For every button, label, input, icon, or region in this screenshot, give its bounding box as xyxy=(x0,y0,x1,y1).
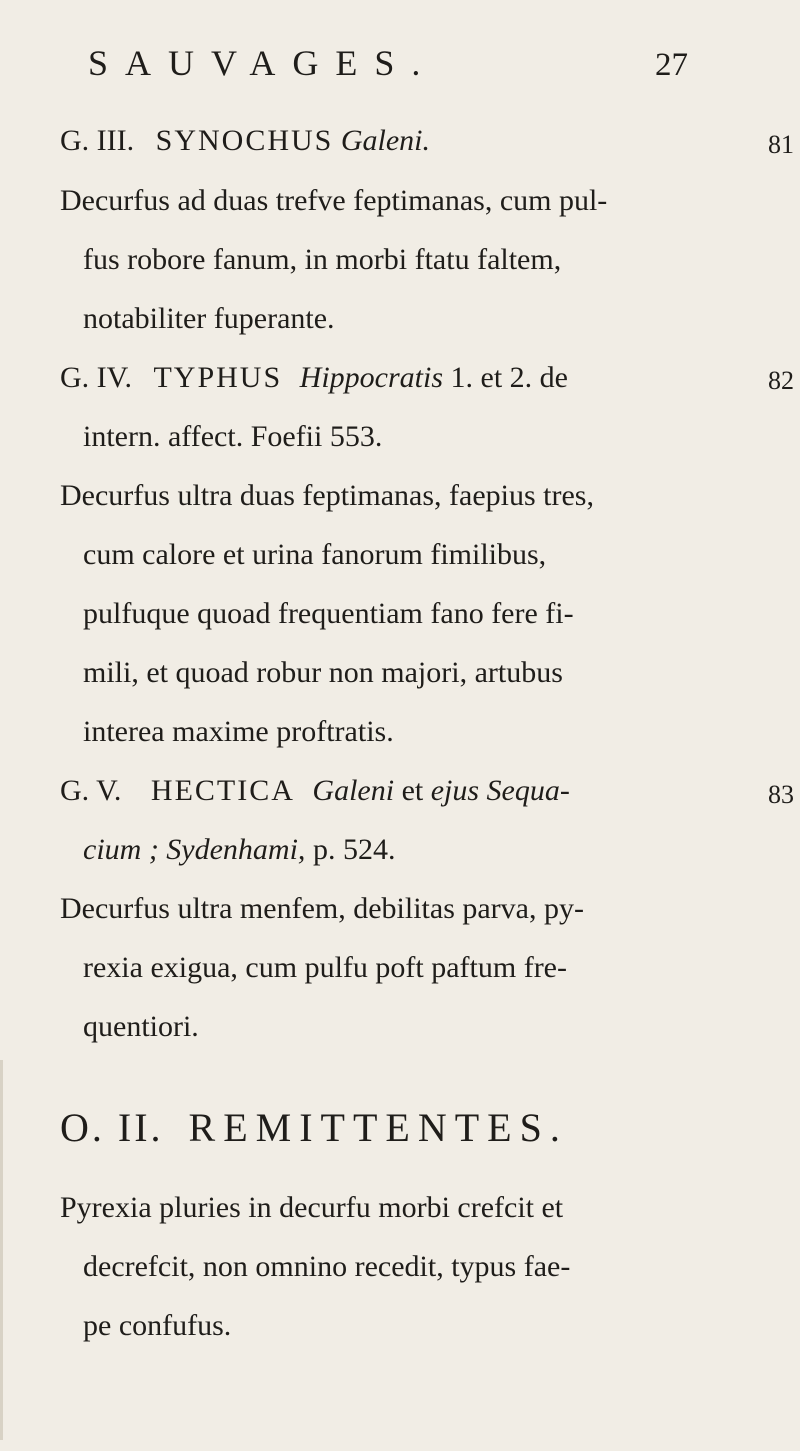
margin-number: 82 xyxy=(768,366,794,395)
text-line: Decurfus ultra menfem, debilitas parva, py- xyxy=(60,892,584,925)
text-line: cium ; Sydenhami, p. 524. xyxy=(83,833,396,866)
text-line: intern. affect. Foefii 553. xyxy=(83,420,383,453)
text-line: mili, et quoad robur non majori, artubus xyxy=(83,656,563,689)
page-edge-shadow xyxy=(0,1060,3,1440)
text-line: pulfuque quoad frequentiam fano fere fi- xyxy=(83,597,574,630)
margin-number: 83 xyxy=(768,780,794,809)
genus-name: HECTICA xyxy=(150,774,295,807)
text-line: rexia exigua, cum pulfu poft paftum fre- xyxy=(83,951,567,984)
genus-heading-hectica: G. V. HECTICA Galeni et ejus Sequa- xyxy=(60,774,570,807)
text-line: Decurfus ultra duas feptimanas, faepius tres, xyxy=(60,479,594,512)
text-line: Decurfus ad duas trefve feptimanas, cum pul- xyxy=(60,184,608,217)
order-heading: O. II. REMITTENTES. xyxy=(60,1105,568,1150)
text-line: notabiliter fuperante. xyxy=(83,302,335,335)
order-title: REMITTENTES. xyxy=(188,1105,568,1150)
text-line: cum calore et urina fanorum fimilibus, xyxy=(83,538,547,571)
margin-number: 81 xyxy=(768,130,794,159)
running-title: SAUVAGES. xyxy=(88,43,438,83)
text-line: decrefcit, non omnino recedit, typus fae- xyxy=(83,1250,571,1283)
genus-heading-typhus: G. IV. TYPHUS Hippocratis 1. et 2. de xyxy=(60,361,568,394)
genus-name: TYPHUS xyxy=(153,361,283,394)
text-line: quentiori. xyxy=(83,1010,199,1043)
text-line: pe confufus. xyxy=(83,1309,232,1342)
genus-name: SYNOCHUS xyxy=(155,124,334,157)
text-line: interea maxime proftratis. xyxy=(83,715,394,748)
page-header xyxy=(88,42,688,84)
page-number: 27 xyxy=(655,47,688,83)
text-line: Pyrexia pluries in decurfu morbi crefcit et xyxy=(60,1191,564,1224)
text-line: fus robore fanum, in morbi ftatu faltem, xyxy=(83,243,562,276)
genus-heading-synochus: G. III. SYNOCHUS Galeni. xyxy=(60,124,431,157)
